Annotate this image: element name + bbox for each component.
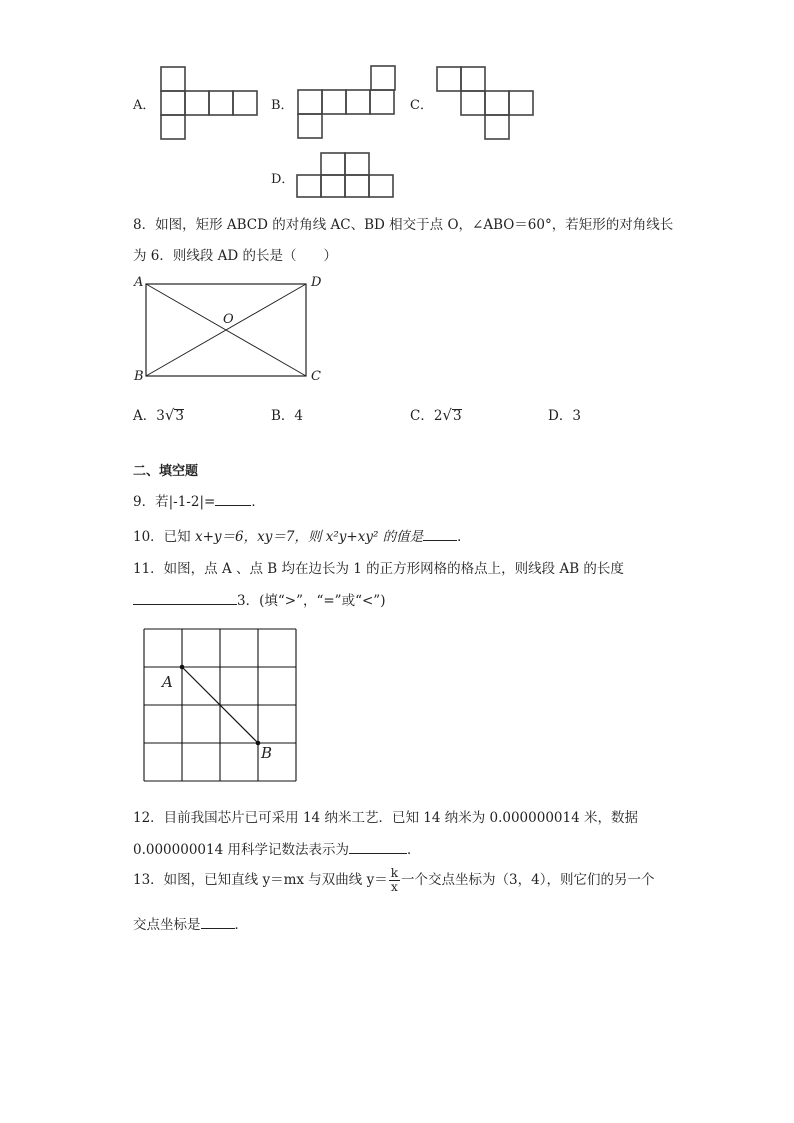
q13-text-cont: 一个交点坐标为（3，4），则它们的另一个 <box>401 872 655 888</box>
q8-point-d: D <box>311 275 322 290</box>
q10-text-end: ． <box>457 529 471 545</box>
q7-option-b-label: B． <box>271 98 294 113</box>
q13-text-end: ． <box>234 917 248 933</box>
q8-option-c-prefix: C．2 <box>410 408 443 424</box>
q13-fraction-numerator: k <box>390 866 399 880</box>
q11-text-end: 3．(填“>”，“=”或“<”) <box>237 593 386 609</box>
q7-option-c-label: C． <box>410 98 433 113</box>
q13-answer-blank[interactable] <box>201 916 235 929</box>
q13-line2 <box>133 913 248 933</box>
q8-point-b: B <box>134 369 144 384</box>
q8-point-a: A <box>134 275 144 290</box>
q8-point-c: C <box>311 369 321 384</box>
q8-option-c-radicand: 3 <box>452 408 462 424</box>
q12-text: 0.000000014 用科学记数法表示为 <box>133 842 349 858</box>
radical-sign-icon: √ <box>164 406 175 424</box>
q7-option-a-label: A． <box>133 98 156 113</box>
q12-line1: 12．目前我国芯片已可采用 14 纳米工艺．已知 14 纳米为 0.000000014 米，数据 <box>133 810 638 826</box>
q8-line2: 为 6．则线段 AD 的长是（ ） <box>133 248 338 264</box>
q13-text: 13．如图，已知直线 y＝mx 与双曲线 y＝ <box>133 872 388 888</box>
q8-option-d: D．3 <box>548 408 581 424</box>
q9-text-end: ． <box>251 494 265 510</box>
q11-point-b: B <box>261 744 273 762</box>
q13-line2-text: 交点坐标是 <box>133 917 201 933</box>
q8-line1: 8．如图，矩形 ABCD 的对角线 AC、BD 相交于点 O，∠ABO＝60°，若矩形的对角线长 <box>133 217 674 233</box>
q9-text: 9．若|-1-2|= <box>133 494 216 510</box>
q10-prefix: 10．已知 <box>133 529 195 545</box>
q12-line2 <box>133 838 420 858</box>
q12-answer-blank[interactable] <box>349 841 407 854</box>
q13-fraction-denominator: x <box>390 880 398 894</box>
q12-text-end: ． <box>406 842 421 858</box>
section-title: 二、填空题 <box>133 464 199 479</box>
q8-point-o: O <box>223 312 234 327</box>
q8-option-b: B．4 <box>271 408 304 424</box>
radical-sign-icon: √ <box>442 406 452 424</box>
q8-option-a-prefix: A．3 <box>133 408 165 424</box>
q7-option-d-label: D． <box>271 172 295 187</box>
q13-fraction <box>389 867 400 894</box>
q13-line1 <box>133 867 654 894</box>
q8-option-a-radicand: 3 <box>175 408 184 424</box>
q10-text: x+y＝6，xy＝7，则 x²y+xy² 的值是 <box>194 529 424 545</box>
q11-line1: 11．如图，点 A 、点 B 均在边长为 1 的正方形网格的格点上，则线段 AB 的长度 <box>133 561 624 577</box>
q11-point-a: A <box>162 673 173 691</box>
